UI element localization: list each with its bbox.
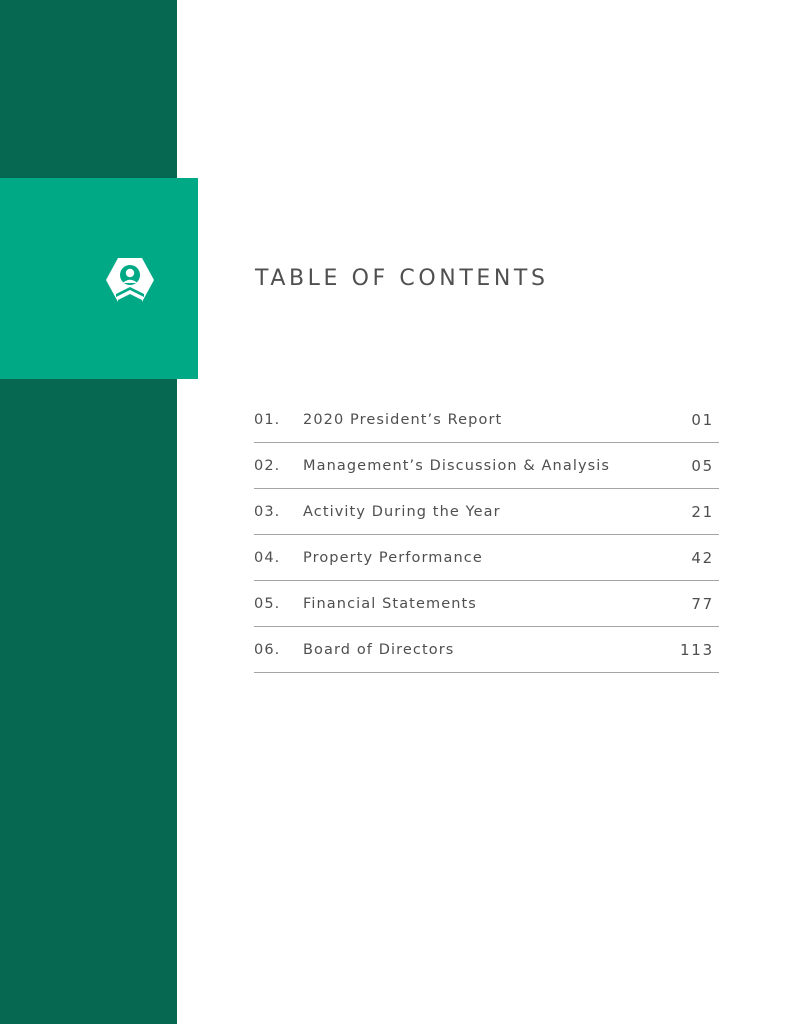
toc-entry-title: Activity During the Year bbox=[303, 504, 501, 520]
toc-entry[interactable] bbox=[254, 443, 719, 489]
toc-entry[interactable] bbox=[254, 581, 719, 627]
toc-entry-page: 77 bbox=[691, 595, 714, 613]
toc-entry[interactable] bbox=[254, 489, 719, 535]
table-of-contents bbox=[254, 396, 719, 673]
toc-entry-number: 05. bbox=[254, 596, 281, 612]
toc-entry-title: 2020 President’s Report bbox=[303, 412, 503, 428]
toc-entry[interactable] bbox=[254, 627, 719, 673]
toc-entry-number: 02. bbox=[254, 458, 281, 474]
toc-entry-page: 113 bbox=[679, 641, 714, 659]
page-title: TABLE OF CONTENTS bbox=[255, 266, 549, 291]
toc-entry-title: Property Performance bbox=[303, 550, 483, 566]
toc-entry-page: 21 bbox=[691, 503, 714, 521]
brand-block bbox=[0, 178, 198, 379]
toc-entry[interactable] bbox=[254, 396, 719, 443]
toc-entry-number: 06. bbox=[254, 642, 281, 658]
toc-entry-page: 01 bbox=[691, 411, 714, 429]
toc-entry-number: 04. bbox=[254, 550, 281, 566]
toc-entry-number: 03. bbox=[254, 504, 281, 520]
toc-entry-title: Financial Statements bbox=[303, 596, 477, 612]
toc-entry-number: 01. bbox=[254, 412, 281, 428]
person-hexagon-logo-icon bbox=[105, 256, 155, 304]
toc-entry[interactable] bbox=[254, 535, 719, 581]
toc-entry-title: Management’s Discussion & Analysis bbox=[303, 458, 611, 474]
sidebar-band bbox=[0, 0, 177, 1024]
toc-entry-title: Board of Directors bbox=[303, 642, 455, 658]
toc-entry-page: 42 bbox=[691, 549, 714, 567]
toc-entry-page: 05 bbox=[691, 457, 714, 475]
